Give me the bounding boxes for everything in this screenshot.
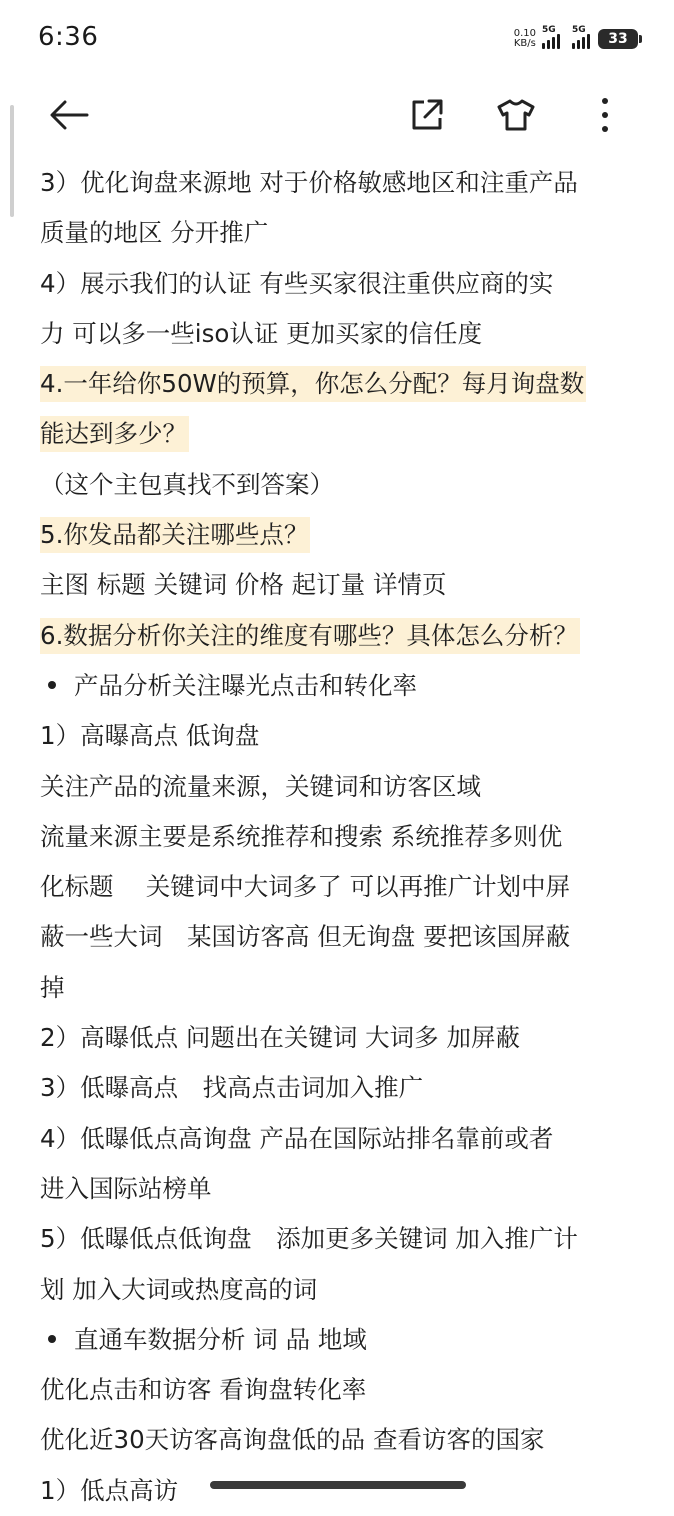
signal-sim1-icon — [542, 25, 560, 49]
bullet-icon — [48, 681, 56, 689]
theme-button[interactable] — [491, 90, 541, 140]
line-text: 关注产品的流量来源，关键词和访客区域 — [40, 771, 481, 801]
line-text: 4.一年给你50W的预算，你怎么分配？每月询盘数 — [40, 366, 586, 402]
text-line — [40, 309, 640, 359]
text-line — [40, 762, 640, 812]
line-text: 质量的地区 分开推广 — [40, 218, 269, 248]
text-line — [40, 1164, 640, 1214]
text-line — [40, 560, 640, 610]
text-line — [40, 862, 640, 912]
battery-level: 33 — [608, 30, 628, 47]
text-line — [40, 1214, 640, 1264]
line-text: 2）高曝低点 问题出在关键词 大词多 加屏蔽 — [40, 1023, 520, 1053]
text-line — [40, 1365, 640, 1415]
bullet-line — [40, 1315, 640, 1365]
highlighted-line — [40, 409, 640, 459]
line-text: 5.你发品都关注哪些点？ — [40, 517, 310, 553]
network-speed — [514, 29, 536, 49]
highlighted-line — [40, 359, 640, 409]
line-text: 优化点击和访客 看询盘转化率 — [40, 1375, 367, 1405]
line-text: 主图 标题 关键词 价格 起订量 详情页 — [40, 570, 447, 600]
line-text: 3）低曝高点 找高点击词加入推广 — [40, 1073, 424, 1103]
t-shirt-icon — [497, 98, 535, 132]
line-text: 3）优化询盘来源地 对于价格敏感地区和注重产品 — [40, 168, 578, 197]
network-speed-value: 0.10 — [513, 27, 536, 39]
line-text: 1）低点高访 — [40, 1475, 179, 1505]
text-line — [40, 460, 640, 510]
signal-sim2-icon — [572, 25, 590, 49]
line-text: 划 加入大词或热度高的词 — [40, 1274, 318, 1304]
bullet-line — [40, 661, 640, 711]
status-time: 6:36 — [38, 22, 99, 52]
line-text: 产品分析关注曝光点击和转化率 — [74, 670, 417, 700]
text-line — [40, 1415, 640, 1465]
more-vertical-icon — [600, 97, 610, 133]
text-line — [40, 963, 640, 1013]
text-line — [40, 1063, 640, 1113]
text-line — [40, 711, 640, 761]
line-text: 力 可以多一些iso认证 更加买家的信任度 — [40, 318, 483, 348]
home-indicator[interactable] — [210, 1481, 466, 1489]
line-text: 优化近30天访客高询盘低的品 查看访客的国家 — [40, 1425, 545, 1455]
status-bar — [0, 0, 674, 80]
share-button[interactable] — [402, 90, 452, 140]
text-line — [40, 208, 640, 258]
arrow-left-icon — [49, 99, 89, 131]
line-text: 能达到多少？ — [40, 416, 189, 452]
network-speed-unit: KB/s — [513, 37, 536, 49]
back-button[interactable] — [44, 90, 94, 140]
battery-icon — [598, 29, 638, 49]
line-text: 掉 — [40, 972, 65, 1002]
highlighted-line — [40, 611, 640, 661]
sim2-network-tag: 5G — [572, 25, 586, 35]
text-line — [40, 812, 640, 862]
line-text: （这个主包真找不到答案） — [40, 469, 334, 499]
text-line — [40, 1265, 640, 1315]
text-line — [40, 158, 640, 208]
line-text: 4）低曝低点高询盘 产品在国际站排名靠前或者 — [40, 1123, 554, 1153]
sim1-network-tag: 5G — [542, 25, 556, 35]
highlighted-line — [40, 510, 640, 560]
note-content — [40, 158, 640, 1516]
text-line — [40, 1114, 640, 1164]
line-text: 6.数据分析你关注的维度有哪些？具体怎么分析？ — [40, 618, 580, 654]
more-button[interactable] — [580, 90, 630, 140]
status-icons — [513, 25, 638, 49]
line-text: 蔽一些大词 某国访客高 但无询盘 要把该国屏蔽 — [40, 922, 571, 952]
line-text: 1）高曝高点 低询盘 — [40, 721, 260, 751]
line-text: 4）展示我们的认证 有些买家很注重供应商的实 — [40, 268, 554, 298]
line-text: 化标题 关键词中大词多了 可以再推广计划中屏 — [40, 872, 571, 902]
line-text: 5）低曝低点低询盘 添加更多关键词 加入推广计 — [40, 1224, 578, 1254]
share-external-icon — [409, 97, 445, 133]
top-toolbar — [0, 80, 674, 150]
line-text: 直通车数据分析 词 品 地域 — [74, 1324, 367, 1354]
bullet-icon — [48, 1335, 56, 1343]
text-line — [40, 912, 640, 962]
text-line — [40, 259, 640, 309]
line-text: 流量来源主要是系统推荐和搜索 系统推荐多则优 — [40, 821, 563, 851]
text-line — [40, 1466, 640, 1516]
text-line — [40, 1013, 640, 1063]
line-text: 进入国际站榜单 — [40, 1173, 212, 1203]
scrollbar[interactable] — [10, 105, 14, 217]
